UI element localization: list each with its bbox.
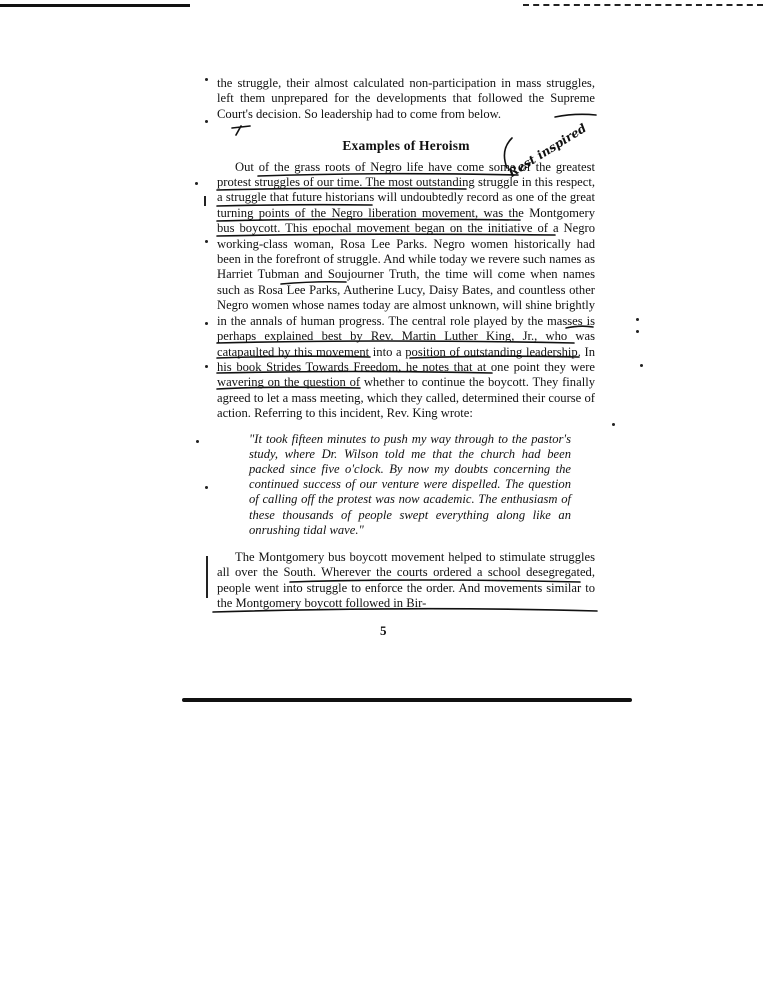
underline-line-1 [258, 174, 518, 176]
block-quote: "It took fifteen minutes to push my way through to the pastor's study, where Dr. Wilson told me that the church had been packed since five o'clock. By now my doubts concerning the continued success of our venture were dispelled. The question of calling off the protest was now academic. The enthusiasm of these thousands of people swept everything along like an onrushing tidal wave." [249, 431, 571, 537]
section-heading: Examples of Heroism [342, 138, 470, 154]
underline-line-6 [281, 282, 346, 284]
underline-line-11 [217, 387, 360, 389]
underline-line-7 [566, 326, 593, 328]
underline-line-8 [217, 341, 574, 343]
underline-line-5 [217, 234, 555, 236]
paragraph-heroism: Out of the grass roots of Negro life have come some of the greatest protest struggles of our time. The most outstanding struggle in this respect, a struggle that future historians will undoubtedly record as one of the great turning points of the Negro liberation movement, was the Montgomery bus boycott. This epochal movement began on the initiative of a Negro working-class woman, Rosa Lee Parks. Negro women historically had been in the forefront of struggle. And while today we revere such names as Harriet Tubman and Soujourner Truth, the time will come when names such as Rosa Lee Parks, Autherine Lucy, Daisy Bates, and countless other Negro women whose names today are almost unknown, will shine brightly in the annals of human progress. The central role played by the masses is perhaps explained best by Rev. Martin Luther King, Jr., who was catapaulted by this movement into a position of outstanding leadership. In his book Strides Towards Freedom, he notes that at one point they were wavering on the question of whether to continue the boycott. They finally agreed to let a mass meeting, which they called, determined their course of action. Referring to this incident, Rev. King wrote: [217, 159, 595, 421]
page-number: 5 [380, 623, 387, 638]
underline-line-3 [217, 205, 372, 206]
paragraph-closing: The Montgomery bus boycott movement helped to stimulate struggles all over the South. Wherever the courts ordered a school desegregated, people went into struggle to enforce the order. And movements similar to the Montgomery boycott followed in Bir- [217, 549, 595, 611]
underline-from-below [555, 114, 596, 117]
paragraph-intro: the struggle, their almost calculated non-participation in mass struggles, left them unprepared for the developments that followed the Supreme Court's decision. So leadership had to come from below. [217, 76, 595, 121]
handwritten-note: Rest inspired [505, 120, 589, 181]
underline-line-12 [290, 580, 580, 582]
arrow-below [232, 126, 250, 135]
underline-line-13 [213, 609, 597, 612]
underline-line-2 [217, 188, 466, 190]
underline-line-9 [217, 356, 579, 358]
handwritten-bracket [504, 138, 512, 168]
underline-line-10 [217, 372, 492, 374]
underline-line-4 [217, 219, 520, 221]
